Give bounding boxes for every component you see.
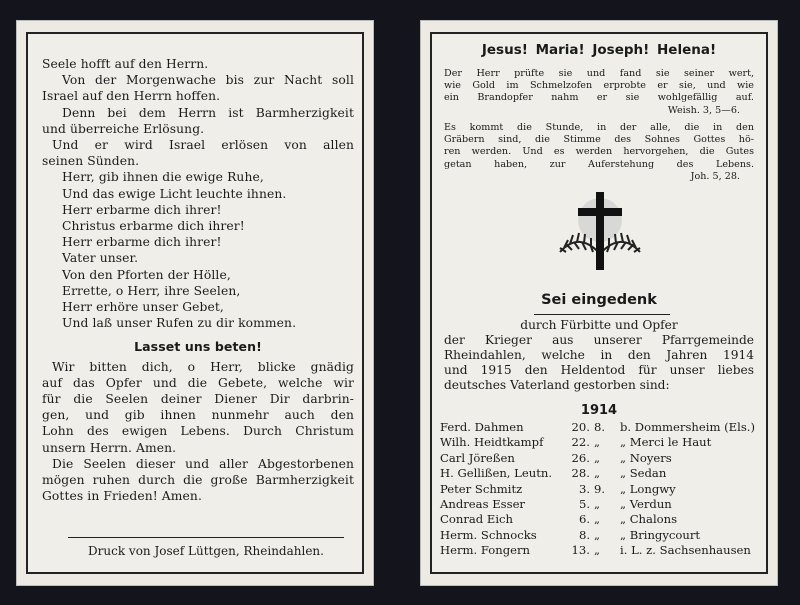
- printer-imprint: Druck von Josef Lüttgen, Rheindahlen.: [68, 537, 344, 558]
- death-month: 9.: [594, 481, 606, 496]
- death-day: 3.: [578, 481, 590, 496]
- fallen-soldier-row: [440, 482, 762, 497]
- death-place: b. Dommersheim (Els.): [620, 420, 755, 434]
- quote-line: Gräbern sind, die Stimme des Sohnes Gottes hö-: [444, 134, 754, 146]
- death-month: „: [594, 466, 601, 481]
- text-line: gen, und gib ihnen nunmehr auch den: [42, 408, 354, 423]
- death-day: 8.: [578, 527, 590, 542]
- death-day: 28.: [571, 466, 590, 481]
- text-line: Von der Morgenwache bis zur Nacht soll: [62, 73, 354, 88]
- death-month: „: [594, 543, 601, 558]
- text-line: für die Seelen deiner Diener Dir darbrin-: [42, 392, 354, 407]
- text-line: Israel auf den Herrn hoffen.: [42, 89, 221, 104]
- memorial-intro: [444, 318, 754, 393]
- right-page-frame: [430, 32, 768, 574]
- right-page: [420, 20, 778, 586]
- left-page: [16, 20, 374, 586]
- soldier-name: Andreas Esser: [440, 497, 525, 512]
- soldier-name: Wilh. Heidtkampf: [440, 435, 544, 450]
- death-day: 26.: [571, 450, 590, 465]
- text-line: und überreiche Erlösung.: [42, 121, 205, 136]
- bible-quote-john: [444, 122, 754, 183]
- fallen-soldier-row: [440, 528, 762, 543]
- death-place: „ Chalons: [620, 512, 678, 527]
- text-line: Denn bei dem Herrn ist Barmherzigkeit: [62, 105, 354, 120]
- text-line: Von den Pforten der Hölle,: [62, 267, 231, 282]
- death-place: i. L. z. Sachsenhausen: [620, 543, 751, 558]
- quote-line: ren werden. Und es werden hervorgehen, die Gutes: [444, 146, 754, 158]
- fallen-soldier-row: [440, 451, 762, 466]
- intro-line: der Krieger aus unserer Pfarrgemeinde: [444, 333, 754, 347]
- text-line: Und er wird Israel erlösen von allen: [52, 138, 354, 153]
- quote-line: ein Brandopfer nahm er sie wohlgefällig auf.: [444, 92, 754, 104]
- year-heading: 1914: [580, 403, 618, 418]
- soldier-name: Herm. Fongern: [440, 543, 531, 558]
- death-place: „ Longwy: [620, 481, 676, 496]
- text-line: Herr erhöre unser Gebet,: [62, 300, 224, 315]
- fallen-soldier-row: [440, 497, 762, 512]
- death-month: „: [594, 450, 601, 465]
- quote-line: Der Herr prüfte sie und fand sie seiner wert,: [444, 68, 754, 79]
- text-line: Lohn des ewigen Lebens. Durch Christum: [42, 424, 354, 439]
- text-line: Die Seelen dieser und aller Abgestorbenen: [52, 456, 354, 471]
- soldier-name: Herm. Schnocks: [440, 527, 537, 542]
- death-place: „ Merci le Haut: [620, 435, 712, 450]
- prayer-lines: [42, 359, 354, 505]
- text-line: Errette, o Herr, ihre Seelen,: [62, 283, 241, 298]
- death-month: „: [594, 435, 601, 450]
- text-line: Vater unser.: [62, 251, 139, 266]
- text-line: Gottes in Frieden! Amen.: [42, 489, 202, 504]
- intro-subtitle: durch Fürbitte und Opfer: [520, 318, 678, 332]
- death-month: „: [594, 512, 601, 527]
- death-day: 13.: [571, 543, 590, 558]
- intro-line: und 1915 den Heldentod für unser liebes: [444, 363, 754, 377]
- death-day: 22.: [571, 435, 590, 450]
- fallen-soldier-row: [440, 435, 762, 450]
- death-place: „ Sedan: [620, 466, 667, 481]
- fallen-soldiers-list: [440, 420, 762, 559]
- fallen-soldier-row: [440, 466, 762, 481]
- title-underline: [534, 314, 670, 315]
- soldier-name: Conrad Eich: [440, 512, 514, 527]
- prayer-heading: Lasset uns beten!: [134, 339, 262, 355]
- death-place: „ Bringycourt: [620, 527, 701, 542]
- text-line: unsern Herrn. Amen.: [42, 440, 177, 455]
- death-place: „ Verdun: [620, 497, 672, 512]
- psalm-lines: [42, 56, 354, 331]
- death-month: „: [594, 497, 601, 512]
- soldier-name: H. Gellißen, Leutn.: [440, 466, 553, 481]
- death-day: 20.: [571, 420, 590, 434]
- text-line: mögen ruhen durch die große Barmherzigkeit: [42, 473, 354, 488]
- text-line: Seele hofft auf den Herrn.: [42, 57, 209, 71]
- quote-reference: Joh. 5, 28.: [690, 170, 740, 182]
- text-line: auf das Opfer und die Gebete, welche wir: [42, 375, 354, 390]
- intro-line: deutsches Vaterland gestorben sind:: [444, 378, 670, 392]
- quote-line: wie Gold im Schmelzofen erprobte er sie, und wie: [444, 80, 754, 92]
- text-line: Christus erbarme dich ihrer!: [62, 219, 245, 234]
- fallen-soldier-row: [440, 420, 762, 435]
- text-line: Herr erbarme dich ihrer!: [62, 235, 222, 250]
- saints-invocation: Jesus! Maria! Joseph! Helena!: [481, 42, 717, 58]
- death-day: 5.: [578, 497, 590, 512]
- death-place: „ Noyers: [620, 450, 672, 465]
- soldier-name: Carl Jöreßen: [440, 450, 515, 465]
- text-line: Herr, gib ihnen die ewige Ruhe,: [62, 170, 264, 185]
- text-line: Herr erbarme dich ihrer!: [62, 202, 222, 217]
- text-line: Und laß unser Rufen zu dir kommen.: [62, 316, 297, 331]
- psalm-text: [42, 56, 354, 504]
- soldier-name: Ferd. Dahmen: [440, 420, 524, 434]
- fallen-soldier-row: [440, 543, 762, 558]
- memorial-title: Sei eingedenk: [541, 292, 657, 308]
- quote-reference: Weish. 3, 5—6.: [667, 104, 740, 116]
- text-line: Und das ewige Licht leuchte ihnen.: [62, 186, 287, 201]
- death-day: 6.: [578, 512, 590, 527]
- text-line: Wir bitten dich, o Herr, blicke gnädig: [52, 359, 354, 374]
- death-month: „: [594, 527, 601, 542]
- quote-line: getan haben, zur Auferstehung des Lebens.: [444, 158, 754, 170]
- intro-line: Rheindahlen, welche in den Jahren 1914: [444, 348, 754, 362]
- soldier-name: Peter Schmitz: [440, 481, 523, 496]
- fallen-soldier-row: [440, 512, 762, 527]
- text-line: seinen Sünden.: [42, 154, 140, 169]
- cross-with-palms-icon: [550, 190, 650, 272]
- bible-quote-wisdom: [444, 68, 754, 117]
- death-month: 8.: [594, 420, 606, 434]
- left-page-frame: [26, 32, 364, 574]
- quote-line: Es kommt die Stunde, in der alle, die in den: [444, 122, 754, 133]
